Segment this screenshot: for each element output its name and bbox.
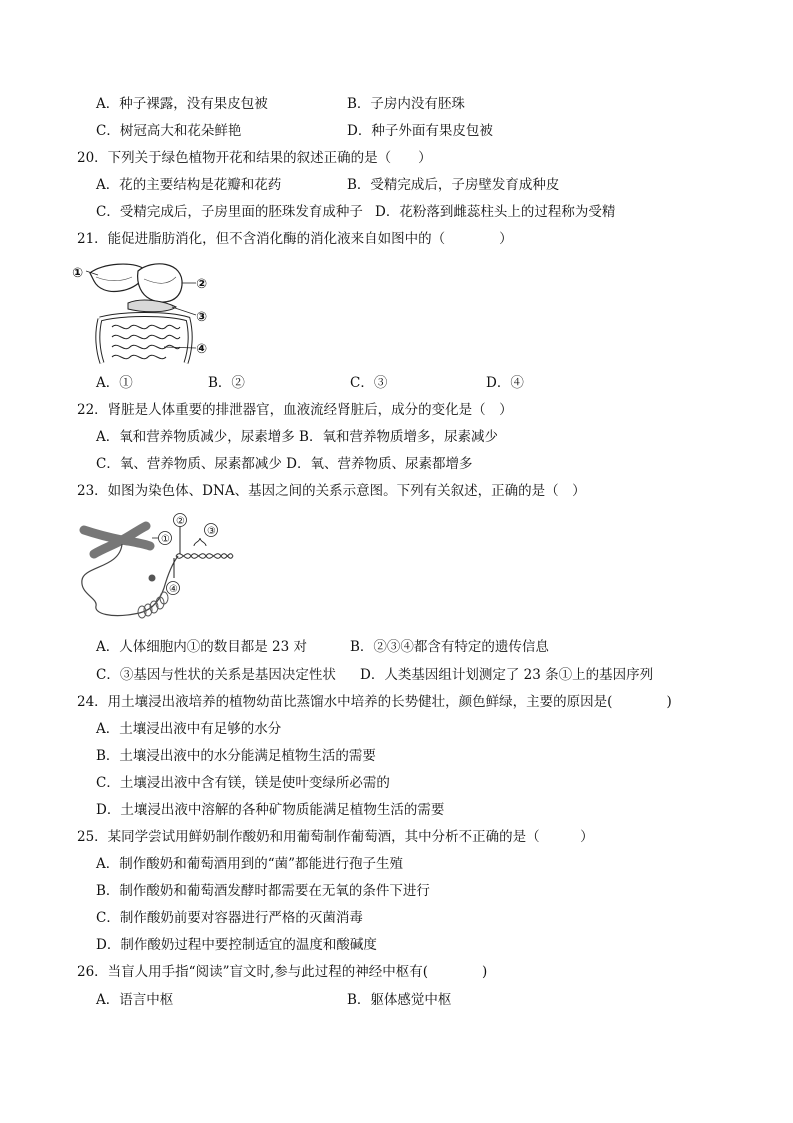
q24-option-c: C．土壤浸出液中含有镁，镁是使叶变绿所必需的 bbox=[96, 775, 390, 791]
q25-stem: 25．某同学尝试用鲜奶制作酸奶和用葡萄制作葡萄酒，其中分析不正确的是（ ） bbox=[77, 829, 594, 845]
q25-option-b: B．制作酸奶和葡萄酒发酵时都需要在无氧的条件下进行 bbox=[96, 883, 430, 899]
q21-stem: 21．能促进脂肪消化，但不含消化酶的消化液来自如图中的（ ） bbox=[77, 231, 513, 247]
q23-option-a: A．人体细胞内①的数目都是 23 对 bbox=[96, 639, 308, 655]
q24-option-d: D．土壤浸出液中溶解的各种矿物质能满足植物生活的需要 bbox=[96, 802, 445, 818]
q20-option-b: B．受精完成后，子房壁发育成种皮 bbox=[347, 177, 560, 193]
q24-option-a: A．土壤浸出液中有足够的水分 bbox=[96, 721, 282, 737]
q22-stem: 22．肾脏是人体重要的排泄器官，血液流经肾脏后，成分的变化是（ ） bbox=[77, 402, 513, 418]
q23-option-b: B．②③④都含有特定的遗传信息 bbox=[350, 639, 549, 655]
q26-option-a: A．语言中枢 bbox=[96, 992, 174, 1008]
digestive-system-figure bbox=[72, 255, 222, 367]
q21-option-a: A．① bbox=[96, 375, 133, 391]
chromosome-shape bbox=[84, 526, 150, 554]
fig23-label-4: ④ bbox=[169, 584, 178, 595]
q26-stem: 26．当盲人用手指“阅读”盲文时,参与此过程的神经中枢有( ) bbox=[77, 964, 488, 980]
protein-dot-shape bbox=[149, 575, 156, 582]
q22-options-ab: A．氧和营养物质减少，尿素增多 B．氧和营养物质增多，尿素减少 bbox=[96, 429, 498, 445]
q19-option-a: A．种子裸露，没有果皮包被 bbox=[96, 96, 268, 112]
small-intestine-shape bbox=[112, 325, 180, 358]
q20-option-d: D．花粉落到雌蕊柱头上的过程称为受精 bbox=[375, 204, 616, 220]
q19-option-c: C．树冠高大和花朵鲜艳 bbox=[96, 123, 242, 139]
q19-option-d: D．种子外面有果皮包被 bbox=[347, 123, 493, 139]
q23-option-c: C．③基因与性状的关系是基因决定性状 bbox=[96, 667, 336, 683]
q21-option-b: B．② bbox=[208, 375, 245, 391]
q25-option-c: C．制作酸奶前要对容器进行严格的灭菌消毒 bbox=[96, 910, 363, 926]
q26-option-b: B．躯体感觉中枢 bbox=[347, 992, 452, 1008]
fig21-label-4: ④ bbox=[196, 342, 208, 357]
q23-option-d: D．人类基因组计划测定了 23 条①上的基因序列 bbox=[360, 667, 654, 683]
fig21-label-3: ③ bbox=[196, 310, 208, 325]
q24-stem: 24．用土壤浸出液培养的植物幼苗比蒸馏水中培养的长势健壮，颜色鲜绿，主要的原因是( ) bbox=[77, 694, 672, 710]
q20-option-a: A．花的主要结构是花瓣和花药 bbox=[96, 177, 282, 193]
q19-option-b: B．子房内没有胚珠 bbox=[347, 96, 465, 112]
chromosome-dna-gene-figure bbox=[72, 508, 242, 630]
q20-stem: 20．下列关于绿色植物开花和结果的叙述正确的是（ ） bbox=[77, 150, 432, 166]
q25-option-a: A．制作酸奶和葡萄酒用到的“菌”都能进行孢子生殖 bbox=[96, 856, 404, 872]
fig21-label-2: ② bbox=[196, 277, 208, 292]
q21-option-c: C．③ bbox=[350, 375, 388, 391]
fig21-label-1: ① bbox=[72, 266, 84, 281]
coiled-fiber-shape bbox=[138, 592, 168, 618]
q21-option-d: D．④ bbox=[486, 375, 524, 391]
q23-stem: 23．如图为染色体、DNA、基因之间的关系示意图。下列有关叙述，正确的是（ ） bbox=[77, 483, 586, 499]
q22-options-cd: C．氧、营养物质、尿素都减少 D．氧、营养物质、尿素都增多 bbox=[96, 456, 473, 472]
q20-option-c: C．受精完成后，子房里面的胚珠发育成种子 bbox=[96, 204, 363, 220]
fig23-label-2: ② bbox=[176, 516, 185, 527]
q25-option-d: D．制作酸奶过程中要控制适宜的温度和酸碱度 bbox=[96, 937, 377, 953]
fig23-label-1: ① bbox=[161, 534, 170, 545]
fig23-label-3: ③ bbox=[207, 526, 216, 537]
q24-option-b: B．土壤浸出液中的水分能满足植物生活的需要 bbox=[96, 748, 376, 764]
